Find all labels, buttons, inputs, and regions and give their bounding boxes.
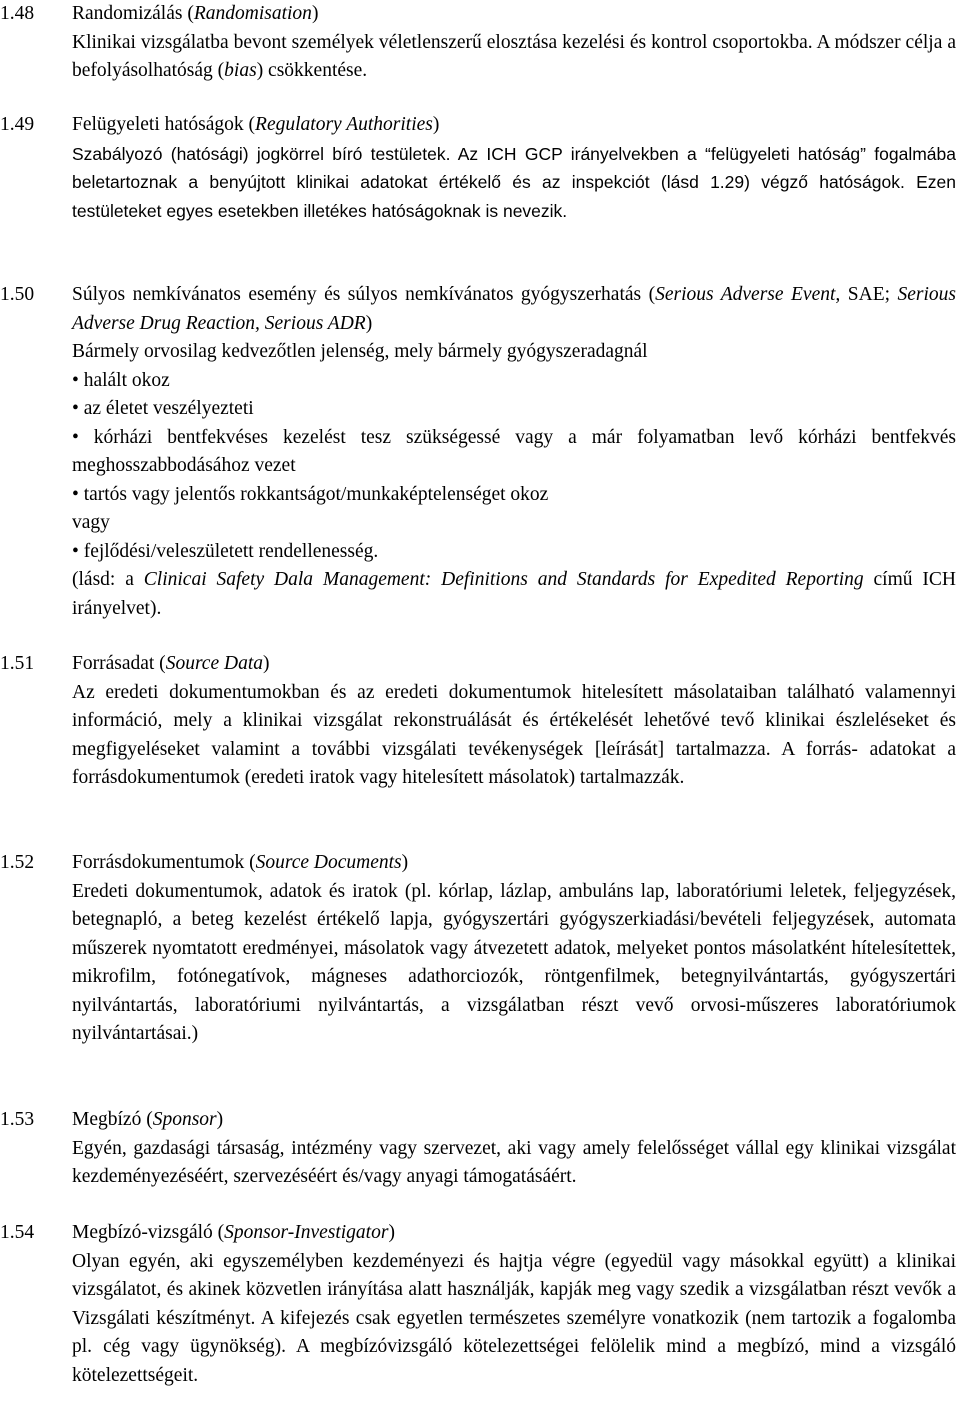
definition-body bbox=[72, 0, 956, 86]
definition-heading bbox=[72, 281, 956, 338]
section-number: 1.54 bbox=[0, 1222, 35, 1243]
definition-body bbox=[72, 1219, 956, 1390]
heading-text: Megbízó-vizsgáló ( bbox=[72, 1222, 225, 1243]
definition-heading bbox=[72, 111, 956, 140]
reference-text-end: című ICH irányelvet). bbox=[72, 569, 956, 619]
definition-heading bbox=[72, 1219, 956, 1248]
section-number: 1.49 bbox=[0, 114, 35, 135]
definition-text: Egyén, gazdasági társaság, intézmény vagy szervezet, aki vagy amely felelősséget vállal egy klinikai vizsgálat kezdeményezéséért, szervezéséért és/vagy anyagi támogatásáért. bbox=[72, 1137, 956, 1187]
heading-text: Forrásdokumentumok ( bbox=[72, 852, 256, 873]
reference-text: (lásd: a bbox=[72, 569, 144, 590]
heading-english-term: Regulatory Authorities bbox=[255, 114, 433, 135]
definition-text: Az eredeti dokumentumokban és az eredeti dokumentumok hitelesített másolataiban található valamennyi információ, mely a klinikai vizsgálat rekonstruálását és értékelését lehetővé tevő klinikai észleléseket és megfigyeléseket valamint a további vizsgálati tevékenységek [leírását] tartalmazza. A forrás- adatokat a forrásdokumentumok (eredeti iratok vagy hitelesített másolatok) tartalmazzák. bbox=[72, 681, 956, 788]
list-item: • tartós vagy jelentős rokkantságot/munkaképtelenséget okoz bbox=[72, 483, 549, 505]
heading-text: Súlyos nemkívánatos esemény és súlyos nemkívánatos gyógyszerhatás ( bbox=[72, 284, 656, 305]
list-item: • halált okoz bbox=[72, 369, 170, 391]
definition-text: Eredeti dokumentumok, adatok és iratok (pl. kórlap, lázlap, ambuláns lap, laboratóriumi leletek, feljegyzések, betegnapló, a beteg kezelést értékelő lapja, gyógyszertári gyógyszerkiadási/bevételi feljegyzések, automata műszerek nyomtatott eredményei, másolatok vagy átvezetett adatok, melyeket pontos másolatként hítelesítettek, mikrofilm, fotónegatívok, mágneses adathorciozók, röntgenfilmek, betegnyilvántartás, gyógyszertári nyilvántartás, laboratóriumi nyilvántartás, a vizsgálatban részt vevő orvosi-műszeres laboratóriumok nyilvántartásai.) bbox=[72, 880, 956, 1044]
section-number: 1.52 bbox=[0, 852, 35, 873]
definition-intro: Bármely orvosilag kedvezőtlen jelenség, mely bármely gyógyszeradagnál bbox=[72, 341, 648, 362]
criteria-list bbox=[72, 367, 956, 510]
reference-note bbox=[72, 566, 956, 623]
heading-text-end: ) bbox=[432, 114, 440, 135]
or-text: vagy bbox=[72, 512, 110, 533]
definition-body bbox=[72, 111, 956, 225]
heading-text-end: ) bbox=[365, 312, 373, 334]
heading-text: Randomizálás ( bbox=[72, 3, 194, 24]
heading-english-term: Serious Adverse Event, bbox=[655, 284, 841, 305]
definition-body bbox=[72, 849, 956, 1049]
heading-english-term: Randomisation bbox=[193, 3, 312, 24]
heading-abbr: SAE; bbox=[840, 284, 898, 305]
definition-body bbox=[72, 281, 956, 623]
heading-text: Felügyeleti hatóságok ( bbox=[72, 114, 256, 135]
definition-heading bbox=[72, 849, 956, 878]
definition-text: Szabályozó (hatósági) jogkörrel bíró testületek. Az ICH GCP irányelvekben a “felügyeleti hatóság” fogalmába beletartoznak a benyújtott klinikai adatokat értékelő és az inspekciót (lásd 1.29) végző hatóságok. Ezen testületeket egyes esetekben illetékes hatóságoknak is nevezik. bbox=[72, 143, 956, 221]
heading-text: Forrásadat ( bbox=[72, 653, 166, 674]
heading-text: Megbízó ( bbox=[72, 1109, 153, 1130]
definition-heading bbox=[72, 1106, 956, 1135]
reference-title: Clinicai Safety Dala Management: Definitions and Standards for Expedited Reporting bbox=[143, 569, 864, 590]
heading-english-term: Source Documents bbox=[255, 852, 402, 873]
heading-text-end: ) bbox=[388, 1222, 395, 1243]
section-number: 1.51 bbox=[0, 653, 35, 674]
heading-text-end: ) bbox=[263, 653, 270, 674]
section-number: 1.53 bbox=[0, 1109, 35, 1130]
list-item: • az életet veszélyezteti bbox=[72, 398, 254, 419]
heading-english-term: Sponsor-Investigator bbox=[224, 1222, 389, 1243]
definition-text bbox=[72, 29, 956, 86]
text-italic-term: bias bbox=[224, 60, 257, 81]
definition-text: Olyan egyén, aki egyszemélyben kezdeményezi és hajtja végre (egyedül vagy másokkal együtt) a klinikai vizsgálatot, és akinek közvetlen irányítása alatt használják, kapják meg vagy szedik a vizsgálatban részt vevők a Vizsgálati készítményt. A kifejezés csak egyetlen természetes személyre vonatkozik (nem tartozik a fogalomba pl. cég vagy ügynökség). A megbízóvizsgáló kötelezettségei felölelik mind a megbízó, mind a vizsgáló kötelezettségeit. bbox=[72, 1250, 956, 1386]
list-item: • kórházi bentfekvéses kezelést tesz szükségessé vagy a már folyamatban levő kórházi bentfekvés meghosszabbodásához vezet bbox=[72, 426, 956, 476]
list-item: • fejlődési/veleszületett rendellenesség. bbox=[72, 540, 379, 562]
section-number: 1.48 bbox=[0, 3, 35, 24]
heading-english-term: Source Data bbox=[165, 653, 263, 674]
heading-english-term-2: Serious Adverse Drug Reaction, Serious ADR bbox=[72, 284, 956, 334]
heading-text-end: ) bbox=[216, 1109, 224, 1130]
heading-text-end: ) bbox=[401, 852, 409, 873]
section-number: 1.50 bbox=[0, 284, 35, 305]
definition-heading bbox=[72, 650, 956, 679]
heading-english-term: Sponsor bbox=[152, 1109, 217, 1130]
definition-body bbox=[72, 650, 956, 793]
text-part: Klinikai vizsgálatba bevont személyek véletlenszerű elosztása kezelési és kontrol csoportokba. A módszer célja a befolyásolhatóság ( bbox=[72, 31, 956, 81]
definition-body bbox=[72, 1106, 956, 1192]
heading-text-end: ) bbox=[311, 3, 319, 24]
text-end: ) csökkentése. bbox=[256, 60, 368, 81]
definition-heading bbox=[72, 0, 956, 29]
